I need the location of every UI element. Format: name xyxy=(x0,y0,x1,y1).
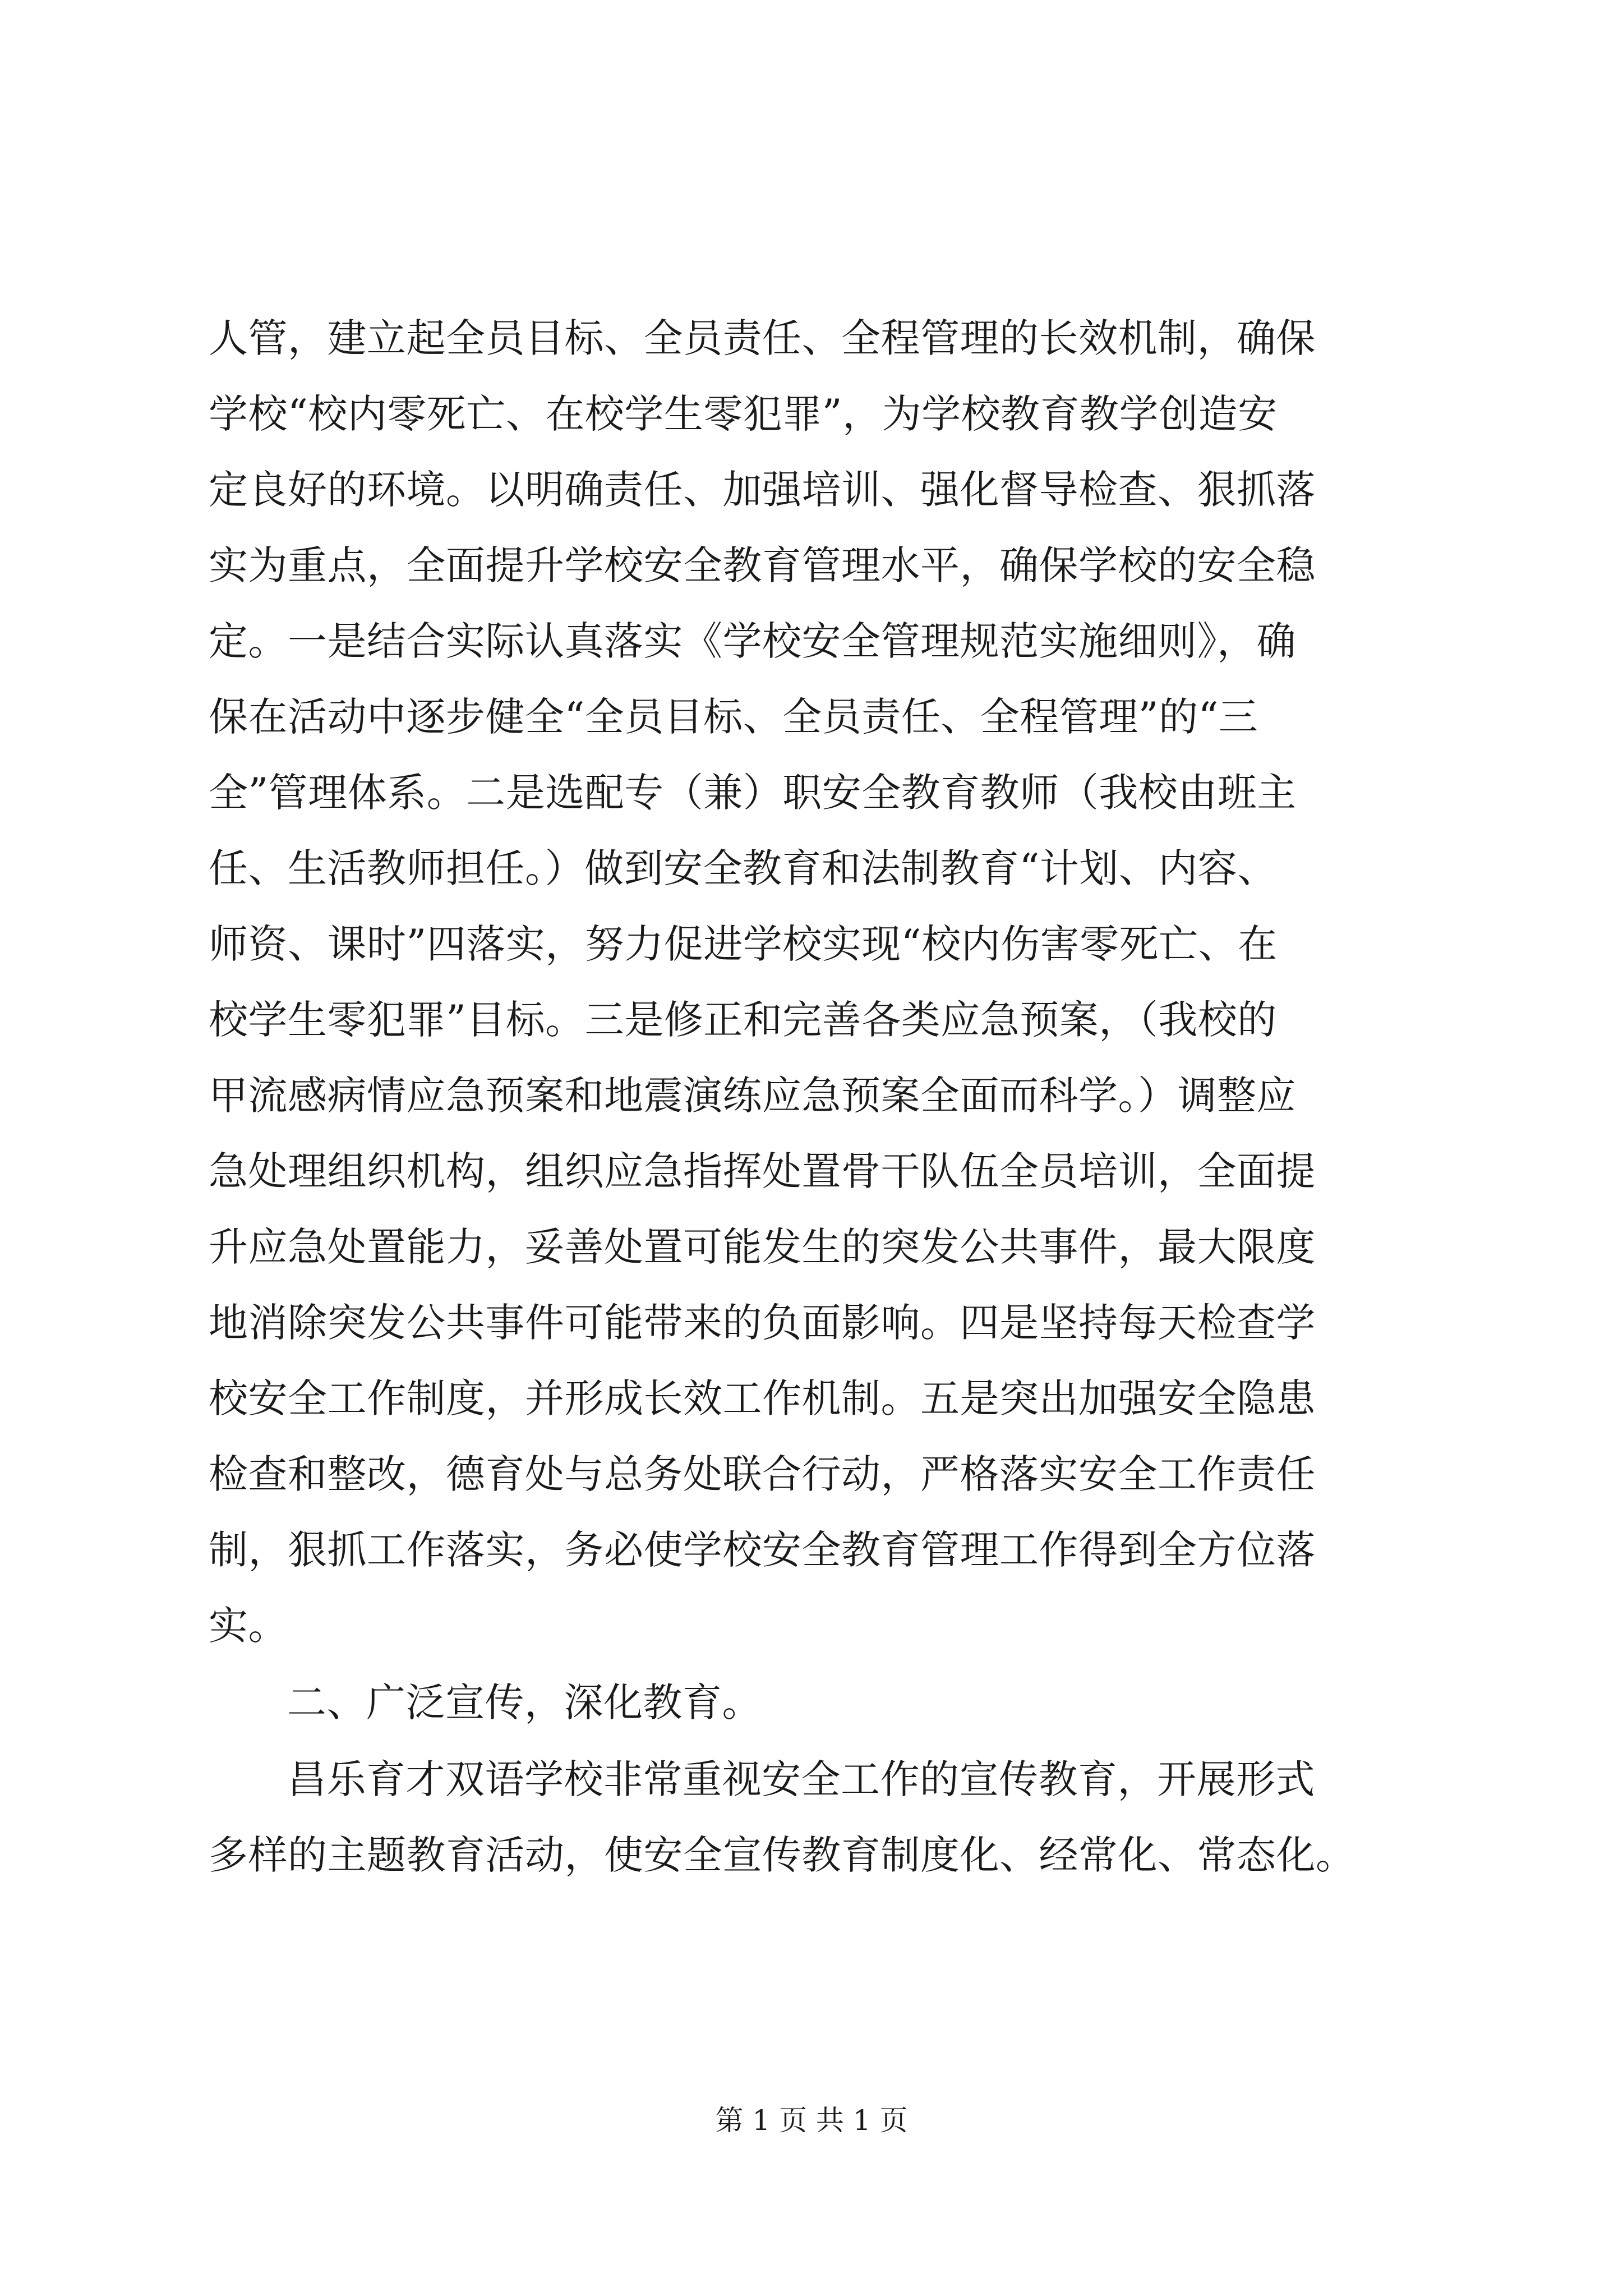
section-heading: 二、广泛宣传，深化教育。 xyxy=(287,1680,762,1726)
body-text-line: 学校“校内零死亡、在校学生零犯罪”，为学校教育教学创造安 xyxy=(209,391,1278,437)
body-text-line: 保在活动中逐步健全“全员目标、全员责任、全程管理”的“三 xyxy=(209,694,1258,740)
body-text-line: 实为重点，全面提升学校安全教育管理水平，确保学校的安全稳 xyxy=(209,542,1316,588)
body-text-line: 制，狠抓工作落实，务必使学校安全教育管理工作得到全方位落 xyxy=(209,1527,1316,1573)
body-text-line: 校安全工作制度，并形成长效工作机制。五是突出加强安全隐患 xyxy=(209,1375,1316,1421)
paragraph-first-line: 昌乐育才双语学校非常重视安全工作的宣传教育，开展形式 xyxy=(287,1756,1315,1802)
body-text-line: 人管，建立起全员目标、全员责任、全程管理的长效机制，确保 xyxy=(209,315,1316,361)
body-text-line: 定。一是结合实际认真落实《学校安全管理规范实施细则》，确 xyxy=(209,618,1296,664)
body-text-line: 检查和整改，德育处与总务处联合行动，严格落实安全工作责任 xyxy=(209,1451,1316,1497)
body-text-line: 校学生零犯罪”目标。三是修正和完善各类应急预案，（我校的 xyxy=(209,997,1277,1043)
page-footer: 第 1 页 共 1 页 xyxy=(715,2104,908,2137)
body-text-line: 任、生活教师担任。）做到安全教育和法制教育“计划、内容、 xyxy=(209,845,1277,891)
body-text-line: 全”管理体系。二是选配专（兼）职安全教育教师（我校由班主 xyxy=(209,770,1297,816)
body-text-line: 甲流感病情应急预案和地震演练应急预案全面而科学。）调整应 xyxy=(209,1073,1296,1119)
body-text-line: 地消除突发公共事件可能带来的负面影响。四是坚持每天检查学 xyxy=(209,1300,1316,1346)
body-text-line: 实。 xyxy=(209,1603,288,1649)
body-text-line: 师资、课时”四落实，努力促进学校实现“校内伤害零死亡、在 xyxy=(209,921,1278,967)
body-text-line: 升应急处置能力，妥善处置可能发生的突发公共事件，最大限度 xyxy=(209,1224,1316,1270)
body-text-line: 多样的主题教育活动，使安全宣传教育制度化、经常化、常态化。 xyxy=(209,1832,1355,1878)
body-text-line: 急处理组织机构，组织应急指挥处置骨干队伍全员培训，全面提 xyxy=(209,1148,1316,1194)
body-text-line: 定良好的环境。以明确责任、加强培训、强化督导检查、狠抓落 xyxy=(209,467,1316,513)
